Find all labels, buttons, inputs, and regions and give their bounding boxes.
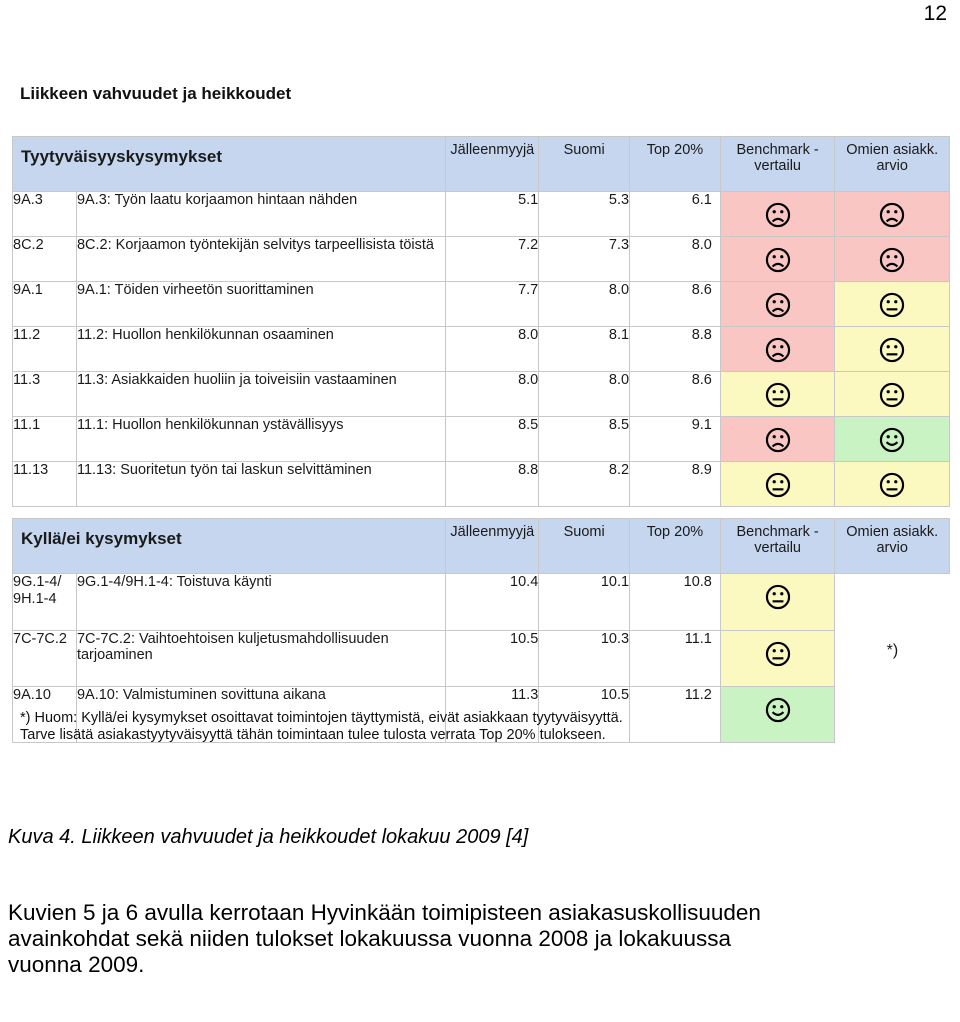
question-code: 8C.2: [13, 237, 77, 282]
footnote-line-1: *) Huom: Kyllä/ei kysymykset osoittavat toimintojen täyttymistä, eivät asiakkaan tyytyväisyyttä.: [20, 710, 623, 726]
question-description: 9G.1-4/9H.1-4: Toistuva käynti: [76, 574, 445, 631]
column-header-dealer: Jälleenmyyjä: [446, 519, 539, 574]
question-description: 11.3: Asiakkaiden huoliin ja toiveisiin vastaaminen: [76, 372, 445, 417]
benchmark-indicator: [720, 192, 835, 237]
benchmark-indicator: [720, 237, 835, 282]
finland-score: 10.3: [539, 630, 630, 686]
dealer-score: 10.4: [446, 574, 539, 631]
question-code: 9A.1: [13, 282, 77, 327]
table-row: [13, 237, 950, 282]
top20-score: 11.1: [630, 630, 721, 686]
question-code: 9A.10: [13, 686, 77, 742]
neutral-face-icon: [721, 641, 835, 667]
yes-no-table: [12, 518, 950, 743]
finland-score: 8.0: [539, 282, 630, 327]
column-header-finland: Suomi: [539, 519, 630, 574]
own-rating-indicator: [835, 372, 950, 417]
top20-score: 8.8: [630, 327, 721, 372]
sad-face-icon: [721, 427, 835, 453]
table-row: [13, 574, 950, 631]
figure-caption: Kuva 4. Liikkeen vahvuudet ja heikkoudet lokakuu 2009 [4]: [8, 826, 529, 848]
question-code: 11.1: [13, 417, 77, 462]
finland-score: 10.1: [539, 574, 630, 631]
own-rating-indicator: [835, 417, 950, 462]
table-row: [13, 417, 950, 462]
benchmark-indicator: [720, 686, 835, 742]
top20-score: 10.8: [630, 574, 721, 631]
body-line-3: vuonna 2009.: [8, 952, 145, 977]
dealer-score: 7.2: [446, 237, 539, 282]
table-row: [13, 327, 950, 372]
top20-score: 8.9: [630, 462, 721, 507]
sad-face-icon: [721, 292, 835, 318]
sad-face-icon: [721, 337, 835, 363]
table-row: [13, 630, 950, 686]
own-rating-note: [835, 686, 950, 742]
neutral-face-icon: [721, 472, 835, 498]
dealer-score: 7.7: [446, 282, 539, 327]
question-code: 11.2: [13, 327, 77, 372]
happy-face-icon: [721, 697, 835, 723]
own-rating-note: [835, 574, 950, 631]
neutral-face-icon: [835, 337, 949, 363]
finland-score: 10.5: [539, 686, 630, 742]
neutral-face-icon: [721, 584, 835, 610]
dealer-score: 8.0: [446, 372, 539, 417]
top20-score: 9.1: [630, 417, 721, 462]
benchmark-indicator: [720, 417, 835, 462]
column-header-top20: Top 20%: [630, 519, 721, 574]
own-rating-indicator: [835, 462, 950, 507]
top20-score: 6.1: [630, 192, 721, 237]
question-description: 11.2: Huollon henkilökunnan osaaminen: [76, 327, 445, 372]
column-header-benchmark: Benchmark - vertailu: [720, 519, 835, 574]
question-description: 9A.1: Töiden virheetön suorittaminen: [76, 282, 445, 327]
satisfaction-table: [12, 136, 950, 507]
sad-face-icon: [721, 247, 835, 273]
column-header-benchmark: Benchmark - vertailu: [720, 137, 835, 192]
body-paragraph: [8, 900, 953, 978]
page-number: 12: [923, 2, 947, 25]
finland-score: 8.0: [539, 372, 630, 417]
dealer-score: 8.8: [446, 462, 539, 507]
neutral-face-icon: [835, 292, 949, 318]
dealer-score: 5.1: [446, 192, 539, 237]
question-code: 7C-7C.2: [13, 630, 77, 686]
table-row: [13, 282, 950, 327]
table-row: [13, 372, 950, 417]
column-header-top20: Top 20%: [630, 137, 721, 192]
question-code: 11.13: [13, 462, 77, 507]
column-header-own-rating: Omien asiakk. arvio: [835, 519, 950, 574]
benchmark-indicator: [720, 462, 835, 507]
question-description: 9A.3: Työn laatu korjaamon hintaan nähden: [76, 192, 445, 237]
top20-score: 11.2: [630, 686, 721, 742]
top20-score: 8.6: [630, 372, 721, 417]
dealer-score: 11.3: [446, 686, 539, 742]
own-rating-indicator: [835, 327, 950, 372]
body-line-1: Kuvien 5 ja 6 avulla kerrotaan Hyvinkään toimipisteen asiakasuskollisuuden: [8, 900, 761, 925]
neutral-face-icon: [721, 382, 835, 408]
benchmark-indicator: [720, 574, 835, 631]
neutral-face-icon: [835, 472, 949, 498]
finland-score: 8.2: [539, 462, 630, 507]
section-title: Kyllä/ei kysymykset: [13, 519, 446, 574]
sad-face-icon: [835, 247, 949, 273]
footnote-line-2: Tarve lisätä asiakastyytyväisyyttä tähän toimintaan tulee tulosta verrata Top 20% tulokseen.: [20, 727, 606, 743]
top20-score: 8.0: [630, 237, 721, 282]
section-title: Tyytyväisyyskysymykset: [13, 137, 446, 192]
figure-title: Liikkeen vahvuudet ja heikkoudet: [20, 84, 292, 103]
dealer-score: 10.5: [446, 630, 539, 686]
own-rating-note: *): [886, 642, 899, 659]
finland-score: 7.3: [539, 237, 630, 282]
own-rating-indicator: [835, 192, 950, 237]
sad-face-icon: [721, 202, 835, 228]
sad-face-icon: [835, 202, 949, 228]
question-description: 9A.10: Valmistuminen sovittuna aikana: [76, 686, 445, 742]
benchmark-indicator: [720, 282, 835, 327]
column-header-dealer: Jälleenmyyjä: [446, 137, 539, 192]
top20-score: 8.6: [630, 282, 721, 327]
table-row: [13, 192, 950, 237]
question-description: 11.1: Huollon henkilökunnan ystävällisyys: [76, 417, 445, 462]
body-line-2: avainkohdat sekä niiden tulokset lokakuussa vuonna 2008 ja lokakuussa: [8, 926, 731, 951]
question-code: 9A.3: [13, 192, 77, 237]
dealer-score: 8.0: [446, 327, 539, 372]
finland-score: 8.1: [539, 327, 630, 372]
benchmark-indicator: [720, 372, 835, 417]
happy-face-icon: [835, 427, 949, 453]
benchmark-indicator: [720, 630, 835, 686]
finland-score: 5.3: [539, 192, 630, 237]
neutral-face-icon: [835, 382, 949, 408]
dealer-score: 8.5: [446, 417, 539, 462]
table-header: [13, 519, 950, 574]
own-rating-indicator: [835, 282, 950, 327]
question-code: 9G.1-4/ 9H.1-4: [13, 574, 77, 631]
finland-score: 8.5: [539, 417, 630, 462]
benchmark-indicator: [720, 327, 835, 372]
question-code: 11.3: [13, 372, 77, 417]
table-header: [13, 137, 950, 192]
table-row: [13, 462, 950, 507]
own-rating-indicator: [835, 237, 950, 282]
question-description: 7C-7C.2: Vaihtoehtoisen kuljetusmahdollisuuden tarjoaminen: [76, 630, 445, 686]
question-description: 11.13: Suoritetun työn tai laskun selvittäminen: [76, 462, 445, 507]
column-header-own-rating: Omien asiakk. arvio: [835, 137, 950, 192]
column-header-finland: Suomi: [539, 137, 630, 192]
question-description: 8C.2: Korjaamon työntekijän selvitys tarpeellisista töistä: [76, 237, 445, 282]
